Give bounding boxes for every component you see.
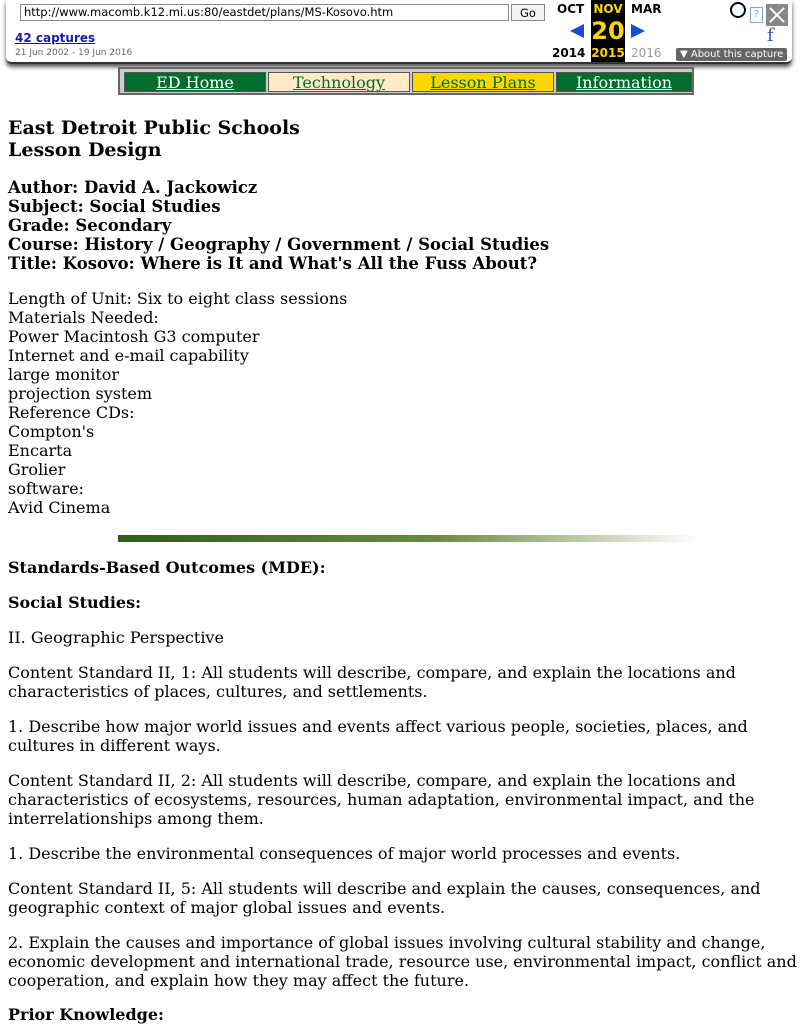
meta-author: Author: David A. Jackowicz [8, 178, 258, 197]
paragraph: 1. Describe the environmental consequences of major world processes and events. [8, 844, 681, 863]
nav-information[interactable]: Information [556, 72, 692, 92]
meta-title: Title: Kosovo: Where is It and What's All the Fuss About? [8, 254, 538, 273]
question-icon[interactable]: ? [750, 7, 763, 23]
meta-subject: Subject: Social Studies [8, 197, 221, 216]
meta-grade: Grade: Secondary [8, 216, 172, 235]
facebook-icon[interactable]: f [767, 25, 774, 46]
list-item: Grolier [8, 460, 66, 479]
list-item: Power Macintosh G3 computer [8, 327, 260, 346]
url-input[interactable] [20, 4, 509, 21]
capture-range: 21 Jun 2002 - 19 Jun 2016 [15, 48, 133, 58]
list-item: Avid Cinema [8, 498, 111, 517]
prev-month[interactable]: OCT [557, 2, 585, 16]
current-month: NOV [593, 2, 623, 16]
nav-ed-home[interactable]: ED Home [124, 72, 266, 92]
help-circle-icon[interactable] [730, 2, 746, 18]
divider-bar [118, 535, 698, 542]
prev-capture-icon[interactable] [570, 24, 584, 38]
about-capture-button[interactable]: ▼ About this capture [676, 48, 787, 61]
paragraph: 2. Explain the causes and importance of global issues involving cultural stability and change, economic development and international trade, resource use, environmental impact, conflict and cooperation, and explain how they may affect the future. [8, 933, 797, 990]
list-item: projection system [8, 384, 153, 403]
captures-link[interactable]: 42 captures [15, 31, 96, 45]
meta-course: Course: History / Geography / Government / Social Studies [8, 235, 550, 254]
lesson-content [8, 117, 800, 517]
list-item: large monitor [8, 365, 120, 384]
next-month[interactable]: MAR [631, 2, 662, 16]
list-item: Materials Needed: [8, 308, 159, 327]
paragraph: Content Standard II, 5: All students will describe and explain the causes, consequences, and geographic context of major global issues and events. [8, 879, 761, 917]
list-item: Reference CDs: [8, 403, 135, 422]
prev-year[interactable]: 2014 [552, 46, 586, 60]
paragraph: 1. Describe how major world issues and events affect various people, societies, places, and cultures in different ways. [8, 717, 748, 755]
paragraph: Content Standard II, 1: All students will describe, compare, and explain the locations and characteristics of places, cultures, and settlements. [8, 663, 736, 701]
geo-heading: II. Geographic Perspective [8, 628, 224, 647]
list-item: software: [8, 479, 84, 498]
list-item: Length of Unit: Six to eight class sessions [8, 289, 348, 308]
nav-lesson-plans[interactable]: Lesson Plans [412, 72, 554, 92]
next-capture-icon[interactable] [631, 24, 645, 38]
list-item: Compton's [8, 422, 95, 441]
social-studies-heading: Social Studies: [8, 593, 141, 612]
page-title: East Detroit Public Schools [8, 117, 300, 139]
nav-technology[interactable]: Technology [268, 72, 410, 92]
current-year: 2015 [591, 46, 625, 60]
lesson-meta [8, 178, 800, 273]
next-year[interactable]: 2016 [631, 46, 662, 60]
current-capture [591, 0, 625, 62]
standards-heading: Standards-Based Outcomes (MDE): [8, 558, 326, 577]
page-subtitle: Lesson Design [8, 139, 162, 161]
materials-list [8, 289, 800, 517]
site-nav [118, 67, 694, 95]
list-item: Encarta [8, 441, 73, 460]
paragraph: Content Standard II, 2: All students will describe, compare, and explain the locations and characteristics of ecosystems, resources, human adaptation, environmental impact, and the interrelationships among them. [8, 771, 755, 828]
close-icon[interactable] [766, 4, 788, 26]
list-item: Internet and e-mail capability [8, 346, 249, 365]
go-button[interactable]: Go [511, 4, 545, 21]
current-day: 20 [591, 17, 625, 45]
wayback-toolbar [6, 0, 792, 64]
prior-knowledge-heading: Prior Knowledge: [8, 1005, 164, 1024]
